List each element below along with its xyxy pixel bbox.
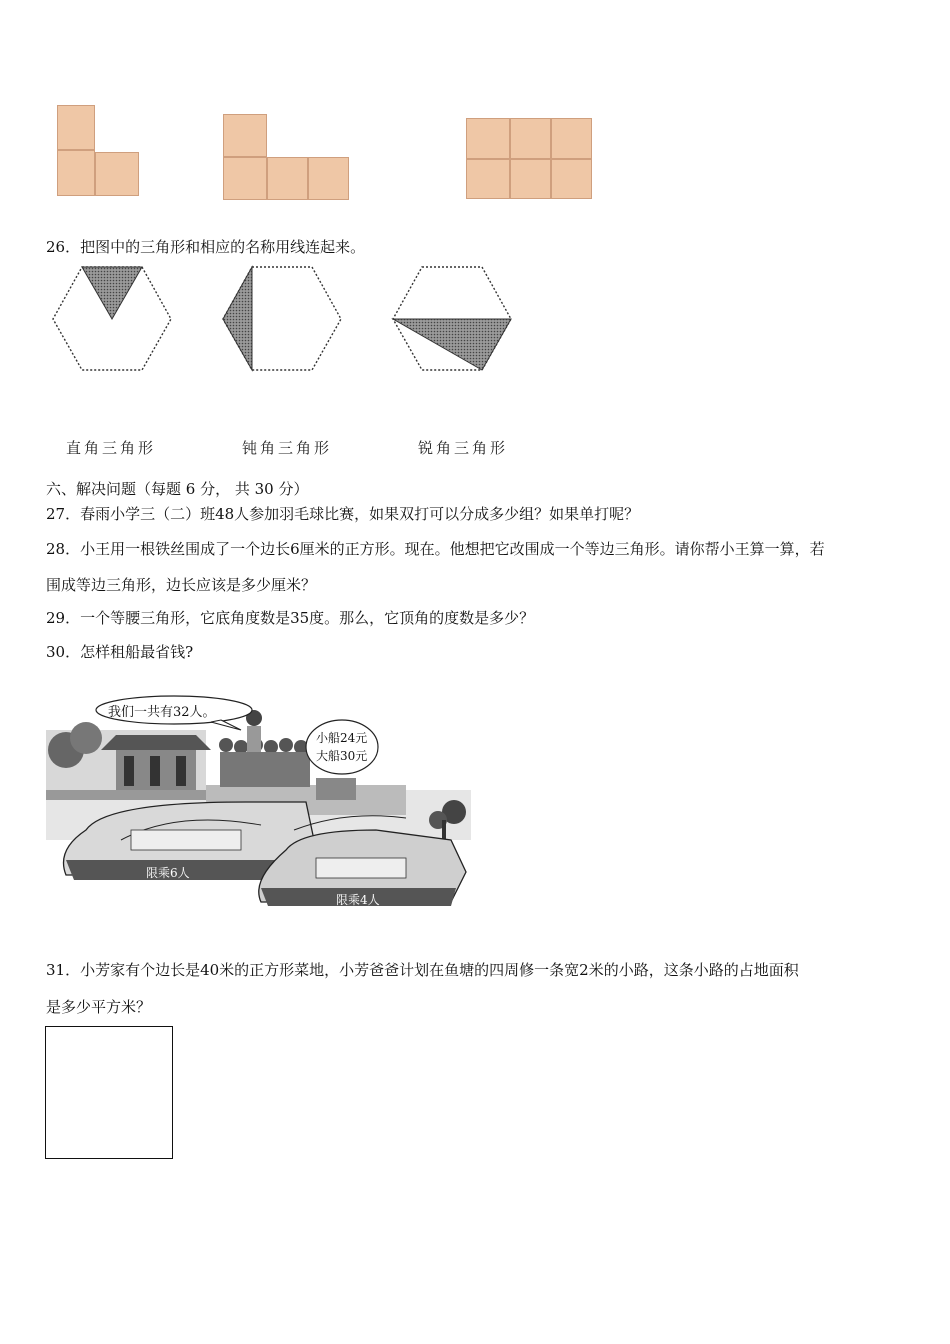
hexagon-1 [53, 267, 171, 370]
question-30: 30．怎样租船最省钱? [46, 643, 194, 661]
small-boat-capacity: 限乘4人 [336, 893, 380, 907]
question-29: 29．一个等腰三角形，它底角度数是35度。那么，它顶角的度数是多少？ [46, 609, 535, 627]
boat-rental-illustration [46, 690, 471, 910]
hexagon-2 [223, 267, 341, 370]
label-acute-triangle: 锐角三角形 [418, 439, 509, 457]
question-31-line-1: 31．小芳家有个边长是40米的正方形菜地，小芳爸爸计划在鱼塘的四周修一条宽2米的小路，这条小路的占地面积 [46, 961, 799, 979]
question-31-line-2: 是多少平方米？ [46, 998, 152, 1016]
question-26: 26．把图中的三角形和相应的名称用线连起来。 [46, 238, 366, 256]
question-28-line-2: 围成等边三角形，边长应该是多少厘米？ [46, 576, 317, 594]
question-28-line-1: 28．小王用一根铁丝围成了一个边长6厘米的正方形。现在。他想把它改围成一个等边三角形。请你帮小王算一算，若 [46, 540, 825, 558]
price-large-boat: 大船30元 [316, 749, 368, 763]
label-right-triangle: 直角三角形 [66, 439, 157, 457]
square-field-diagram [45, 1026, 173, 1159]
hexagon-figures [40, 255, 540, 385]
section-6-heading: 六、解决问题（每题 6 分， 共 30 分） [46, 480, 309, 498]
question-27: 27．春雨小学三（二）班48人参加羽毛球比赛，如果双打可以分成多少组？如果单打呢？ [46, 505, 640, 523]
label-obtuse-triangle: 钝角三角形 [242, 439, 333, 457]
large-boat-capacity: 限乘6人 [146, 866, 190, 880]
hexagon-3 [393, 267, 511, 370]
price-small-boat: 小船24元 [316, 731, 368, 745]
speech-bubble-text: 我们一共有32人。 [108, 705, 216, 720]
